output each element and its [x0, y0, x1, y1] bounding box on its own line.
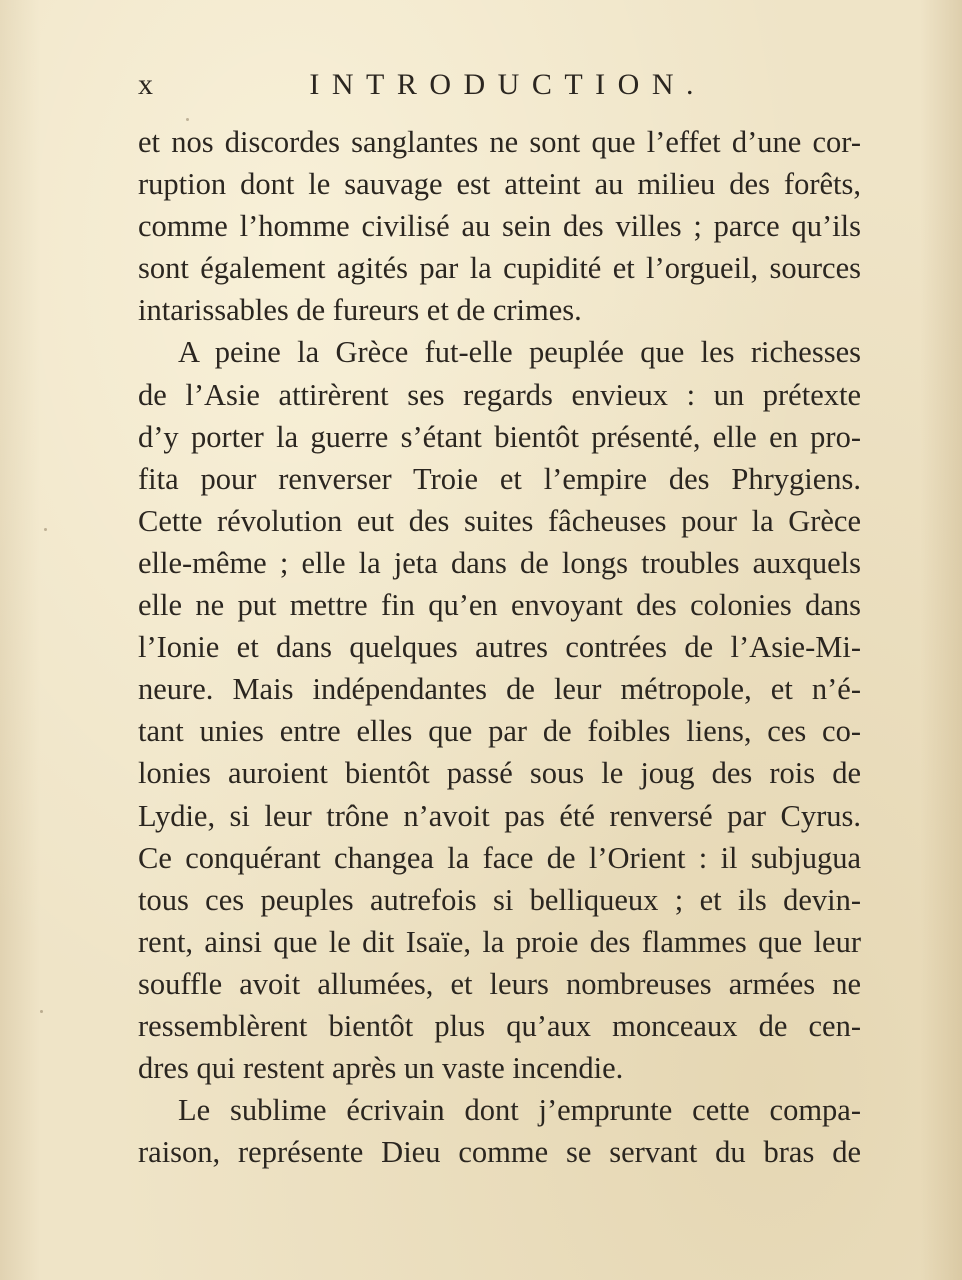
text-line: ruption dont le sauvage est atteint au milieu des forêts,	[138, 167, 861, 202]
text-line: ressemblèrent bientôt plus qu’aux monceaux de cen-	[138, 1008, 861, 1043]
text-line: souffle avoit allumées, et leurs nombreuses armées ne	[138, 966, 861, 1001]
text-line: dres qui restent après un vaste incendie.	[138, 1051, 624, 1086]
paper-speck	[40, 1010, 43, 1013]
running-title: INTRODUCTION.	[309, 68, 706, 101]
page-number: x	[138, 68, 154, 101]
text-line: de l’Asie attirèrent ses regards envieux : un prétexte	[138, 377, 861, 412]
text-line: elle ne put mettre fin qu’en envoyant des colonies dans	[138, 588, 861, 623]
text-line: A peine la Grèce fut-elle peuplée que les richesses	[178, 335, 861, 370]
text-line: tant unies entre elles que par de foibles liens, ces co-	[138, 714, 861, 749]
text-line: comme l’homme civilisé au sein des villes ; parce qu’ils	[138, 209, 861, 244]
text-line: raison, représente Dieu comme se servant du bras de	[138, 1135, 861, 1170]
body-text	[138, 121, 861, 1173]
text-line: neure. Mais indépendantes de leur métropole, et n’é-	[138, 672, 861, 707]
text-line: Le sublime écrivain dont j’emprunte cette compa-	[178, 1093, 861, 1128]
paper-speck	[44, 528, 47, 531]
text-line: tous ces peuples autrefois si belliqueux ; et ils devin-	[138, 882, 861, 917]
text-line: Ce conquérant changea la face de l’Orient : il subjugua	[138, 840, 861, 875]
text-line: elle-même ; elle la jeta dans de longs troubles auxquels	[138, 545, 861, 580]
text-line: sont également agités par la cupidité et l’orgueil, sources	[138, 251, 861, 286]
text-line: rent, ainsi que le dit Isaïe, la proie des flammes que leur	[138, 924, 861, 959]
text-line: fita pour renverser Troie et l’empire des Phrygiens.	[138, 461, 861, 496]
text-line: d’y porter la guerre s’étant bientôt présenté, elle en pro-	[138, 419, 861, 454]
text-line: et nos discordes sanglantes ne sont que l’effet d’une cor-	[138, 125, 861, 159]
running-head	[138, 62, 706, 102]
text-line: lonies auroient bientôt passé sous le joug des rois de	[138, 756, 861, 791]
text-line: Cette révolution eut des suites fâcheuses pour la Grèce	[138, 503, 861, 538]
text-line: l’Ionie et dans quelques autres contrées de l’Asie-Mi-	[138, 630, 861, 665]
paper-speck	[186, 118, 189, 121]
text-line: intarissables de fureurs et de crimes.	[138, 293, 582, 328]
text-line: Lydie, si leur trône n’avoit pas été renversé par Cyrus.	[138, 798, 861, 833]
